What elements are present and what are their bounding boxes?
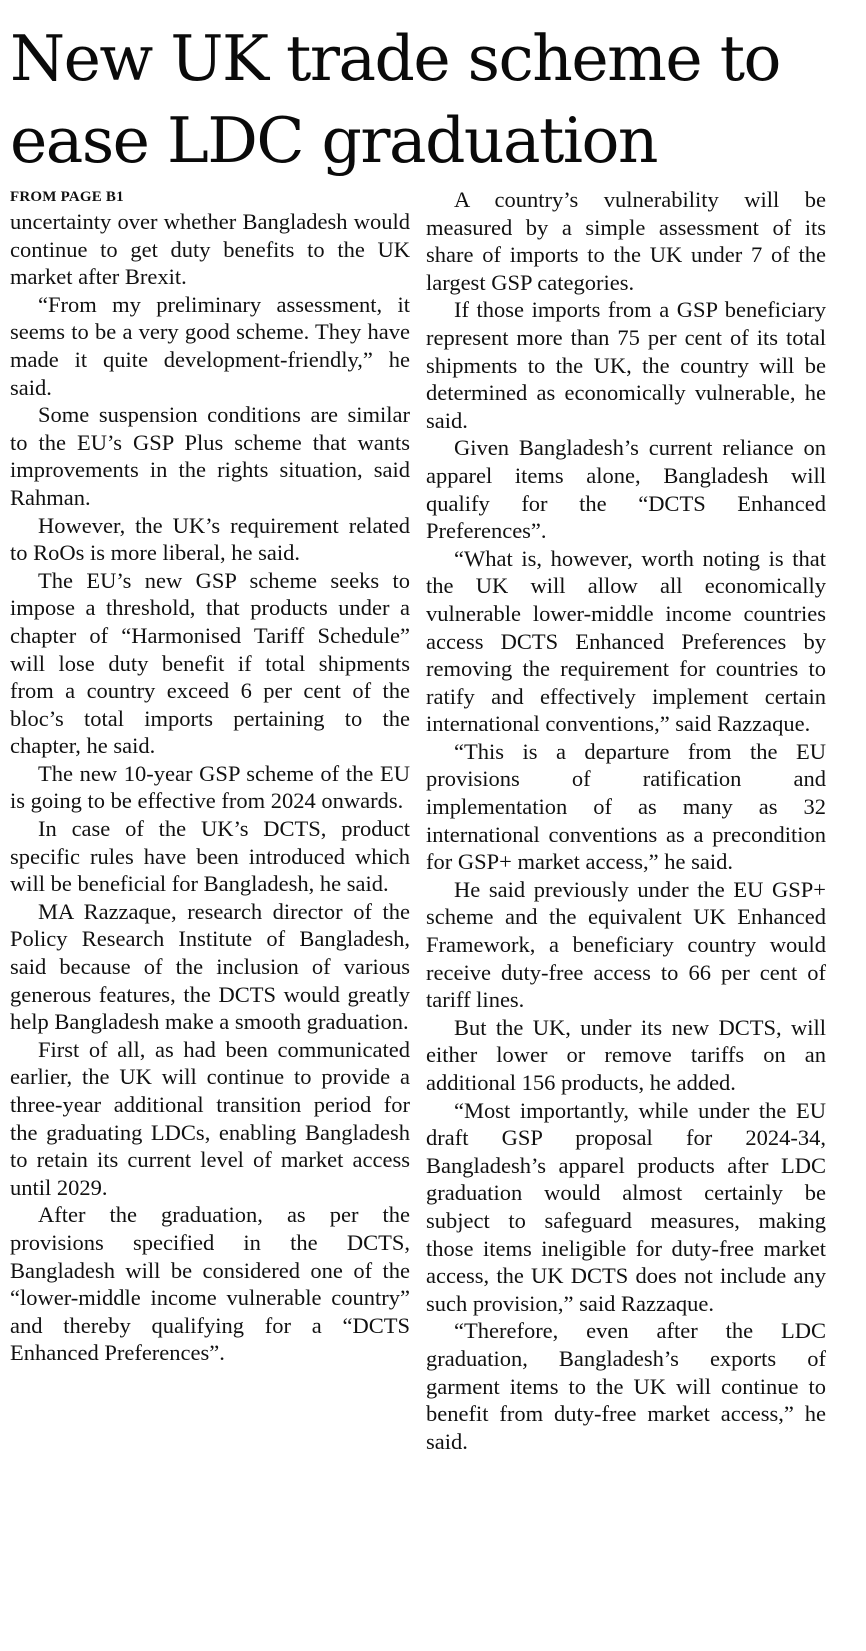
paragraph: “Therefore, even after the LDC graduation, Bangladesh’s exports of garment items to the UK will continue to benefit from duty-free market access,” he said. xyxy=(426,1318,826,1454)
paragraph: Some suspension conditions are similar to the EU’s GSP Plus scheme that wants improvements in the rights situation, said Rahman. xyxy=(10,402,410,510)
paragraph: The EU’s new GSP scheme seeks to impose a threshold, that products under a chapter of “Harmonised Tariff Schedule” will lose duty benefit if total shipments from a country exceed 6 per cent of the bloc’s total imports pertaining to the chapter, he said. xyxy=(10,567,410,759)
paragraph: uncertainty over whether Bangladesh would continue to get duty benefits to the UK market after Brexit. xyxy=(10,209,410,290)
paragraph: “What is, however, worth noting is that the UK will allow all economically vulnerable lower-middle income countries access DCTS Enhanced Preferences by removing the requirement for countries to ratify and effectively implement certain international conventions,” said Razzaque. xyxy=(426,545,826,737)
paragraph: After the graduation, as per the provisions specified in the DCTS, Bangladesh will be considered one of the “lower-middle income vulnerable country” and thereby qualifying for a “DCTS Enhanced Preferences”. xyxy=(10,1202,410,1366)
article-column-right xyxy=(426,186,826,1455)
paragraph: Given Bangladesh’s current reliance on apparel items alone, Bangladesh will qualify for the “DCTS Enhanced Preferences”. xyxy=(426,435,826,544)
paragraph: “This is a departure from the EU provisions of ratification and implementation of as many as 32 international conventions as a precondition for GSP+ market access,” he said. xyxy=(426,738,826,875)
article-column-left xyxy=(10,186,410,1367)
paragraph: A country’s vulnerability will be measured by a simple assessment of its share of imports to the UK under 7 of the largest GSP categories. xyxy=(426,187,826,295)
paragraph: First of all, as had been communicated earlier, the UK will continue to provide a three-year additional transition period for the graduating LDCs, enabling Bangladesh to retain its current level of market access until 2029. xyxy=(10,1036,410,1200)
paragraph: However, the UK’s requirement related to RoOs is more liberal, he said. xyxy=(10,512,410,566)
article-headline: New UK trade scheme to ease LDC graduation xyxy=(10,22,780,177)
paragraph: He said previously under the EU GSP+ scheme and the equivalent UK Enhanced Framework, a beneficiary country would receive duty-free access to 66 per cent of tariff lines. xyxy=(426,876,826,1013)
paragraph: MA Razzaque, research director of the Policy Research Institute of Bangladesh, said because of the inclusion of various generous features, the DCTS would greatly help Bangladesh make a smooth graduation. xyxy=(10,898,410,1035)
article-body xyxy=(10,186,856,1641)
paragraph: In case of the UK’s DCTS, product specific rules have been introduced which will be beneficial for Bangladesh, he said. xyxy=(10,816,410,897)
paragraph: But the UK, under its new DCTS, will either lower or remove tariffs on an additional 156 products, he added. xyxy=(426,1014,826,1095)
paragraph: The new 10-year GSP scheme of the EU is going to be effective from 2024 onwards. xyxy=(10,760,410,814)
jump-label: FROM PAGE B1 xyxy=(10,189,124,205)
paragraph: “From my preliminary assessment, it seems to be a very good scheme. They have made it quite development-friendly,” he said. xyxy=(10,291,410,400)
paragraph: “Most importantly, while under the EU draft GSP proposal for 2024-34, Bangladesh’s apparel products after LDC graduation would almost certainly be subject to safeguard measures, making those items ineligible for duty-free market access, the UK DCTS does not include any such provision,” said Razzaque. xyxy=(426,1097,826,1316)
paragraph: If those imports from a GSP beneficiary represent more than 75 per cent of its total shipments to the UK, the country will be determined as economically vulnerable, he said. xyxy=(426,297,826,433)
